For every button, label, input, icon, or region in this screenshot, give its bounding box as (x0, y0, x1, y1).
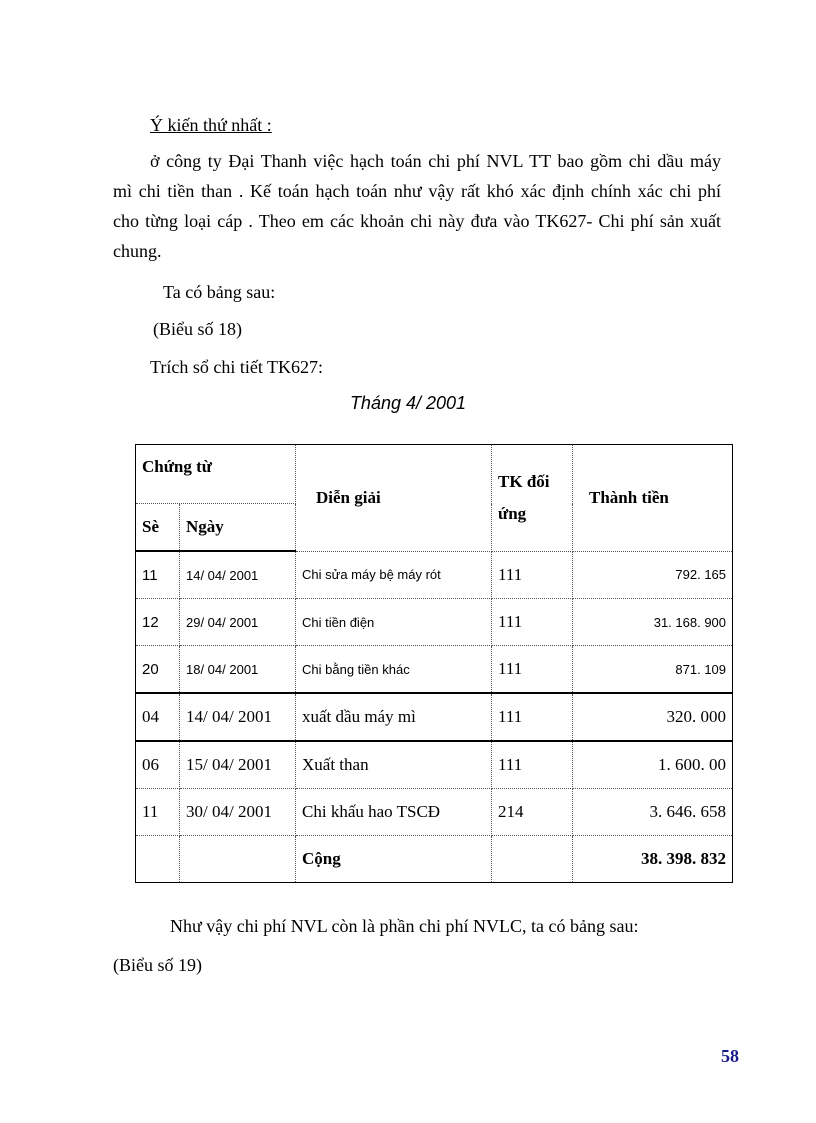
intro-text: Ta có bảng sau: (163, 282, 276, 302)
cell-description: Chi bằng tiền khác (296, 646, 492, 694)
table-row (136, 646, 733, 694)
table-row (136, 551, 733, 599)
figure-reference-18: (Biểu số 18) (153, 319, 242, 339)
paragraph-line-2: mì chi tiền than . Kế toán hạch toán như vậy rất khó xác định chính xác chi phí (113, 181, 721, 201)
cell-date-empty (180, 836, 296, 883)
cell-account: 111 (492, 599, 573, 646)
paragraph-line-3: cho từng loại cáp . Theo em các khoản chi này đưa vào TK627- Chi phí sản xuất (113, 211, 721, 231)
section-heading: Ý kiến thứ nhất : (150, 115, 272, 135)
header-voucher: Chứng từ (136, 445, 296, 504)
cell-description: xuất dầu máy mì (296, 693, 492, 741)
cell-number: 11 (136, 789, 180, 836)
cell-number: 11 (136, 551, 180, 599)
cell-date: 29/ 04/ 2001 (180, 599, 296, 646)
cell-date: 30/ 04/ 2001 (180, 789, 296, 836)
cell-date: 18/ 04/ 2001 (180, 646, 296, 694)
paragraph-line-4: chung. (113, 241, 162, 261)
month-caption: Tháng 4/ 2001 (349, 393, 467, 413)
cell-date: 14/ 04/ 2001 (180, 693, 296, 741)
header-description: Diễn giải (296, 445, 492, 552)
header-number: Sè (136, 504, 180, 552)
cell-description: Chi tiền điện (296, 599, 492, 646)
table-row (136, 693, 733, 741)
page-number: 58 (721, 1046, 739, 1066)
cell-description: Chi sửa máy bệ máy rót (296, 551, 492, 599)
cell-amount: 1. 600. 00 (573, 741, 733, 789)
cell-number: 06 (136, 741, 180, 789)
body-paragraph (113, 150, 721, 270)
total-row (136, 836, 733, 883)
cell-date: 15/ 04/ 2001 (180, 741, 296, 789)
cell-account: 111 (492, 693, 573, 741)
closing-text: Như vậy chi phí NVL còn là phần chi phí NVLC, ta có bảng sau: (170, 916, 639, 936)
header-account (492, 445, 573, 552)
ledger-table (135, 444, 733, 883)
cell-number: 12 (136, 599, 180, 646)
total-amount: 38. 398. 832 (573, 836, 733, 883)
total-label: Cộng (296, 836, 492, 883)
cell-description: Chi khấu hao TSCĐ (296, 789, 492, 836)
table-row (136, 741, 733, 789)
paragraph-line-1: ở công ty Đại Thanh việc hạch toán chi phí NVL TT bao gồm chi dầu máy (150, 151, 721, 171)
header-row-1 (136, 445, 733, 504)
cell-number-empty (136, 836, 180, 883)
cell-account: 111 (492, 551, 573, 599)
cell-amount: 792. 165 (573, 551, 733, 599)
header-account-line1: TK đối (498, 471, 550, 491)
header-amount: Thành tiền (573, 445, 733, 552)
cell-amount: 3. 646. 658 (573, 789, 733, 836)
header-date: Ngày (180, 504, 296, 552)
cell-number: 04 (136, 693, 180, 741)
cell-amount: 871. 109 (573, 646, 733, 694)
cell-number: 20 (136, 646, 180, 694)
table-row (136, 789, 733, 836)
cell-description: Xuất than (296, 741, 492, 789)
cell-account: 214 (492, 789, 573, 836)
header-account-line2: ứng (498, 503, 527, 523)
cell-account: 111 (492, 646, 573, 694)
cell-date: 14/ 04/ 2001 (180, 551, 296, 599)
table-row (136, 599, 733, 646)
cell-account: 111 (492, 741, 573, 789)
cell-amount: 320. 000 (573, 693, 733, 741)
cell-amount: 31. 168. 900 (573, 599, 733, 646)
cell-account-empty (492, 836, 573, 883)
extract-title: Trích sổ chi tiết TK627: (150, 357, 324, 377)
figure-reference-19: (Biểu số 19) (113, 955, 202, 975)
